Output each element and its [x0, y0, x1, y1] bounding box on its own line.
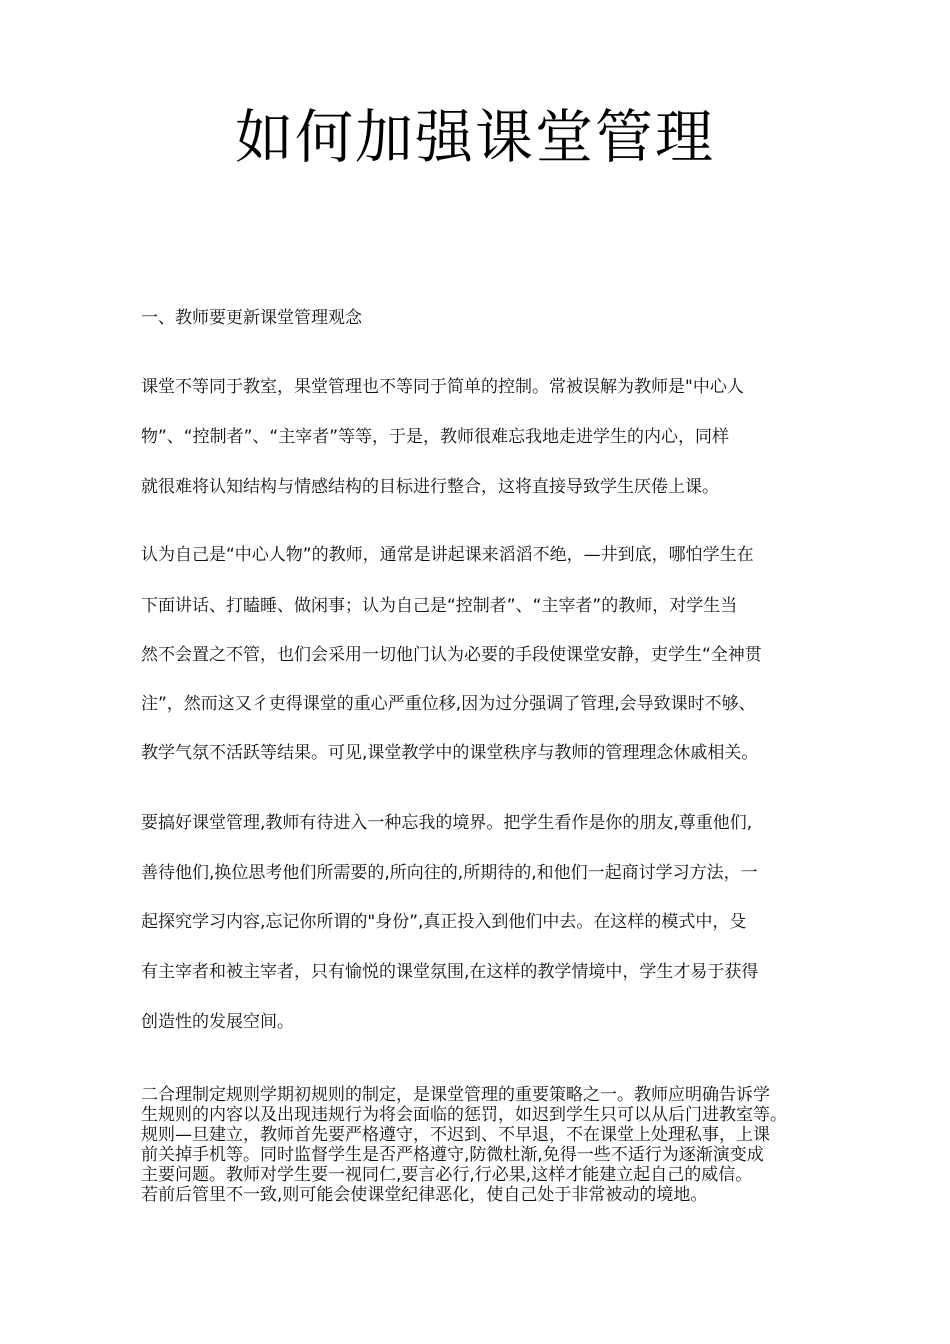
section-heading: 一、教师要更新课堂管理观念 [141, 308, 362, 328]
paragraph-line: 下面讲话、打瞌睡、做闲事；认为自己是“控制者”、“主宰者”的教师，对学生当 [141, 596, 738, 616]
paragraph-line: 善待他们,换位思考他们所需要的,所向往的,所期待的,和他们一起商讨学习方法，一 [141, 863, 758, 883]
paragraph-line: 课堂不等同于教室，果堂管理也不等同于简单的控制。常被误解为教师是"中心人 [141, 377, 744, 397]
paragraph-line: 生规则的内容以及出现违规行为将会面临的惩罚，如迟到学生只可以从后门进教室等。 [141, 1105, 787, 1125]
paragraph-line: 有主宰者和被主宰者，只有愉悦的课堂氛围,在这样的教学情境中，学生才易于获得 [141, 962, 759, 982]
paragraph-line: 物”、“控制者”、“主宰者”等等，于是，教师很难忘我地走进学生的内心，同样 [141, 427, 730, 447]
paragraph-line: 若前后管里不一致,则可能会使课堂纪律恶化，使自己处于非常被动的境地。 [141, 1185, 708, 1205]
paragraph-line: 要搞好课堂管理,教师有待进入一种忘我的境界。把学生看作是你的朋友,尊重他们, [141, 813, 753, 833]
paragraph-line: 前关掉手机等。同时监督学生是否严格遵守,防微杜渐,免得一些不适行为逐渐演变成 [141, 1145, 764, 1165]
paragraph-line: 认为自己是“中心人物”的教师，通常是讲起课来滔滔不绝，—井到底，哪怕学生在 [141, 545, 754, 565]
paragraph-line: 创造性的发展空间。 [141, 1012, 294, 1032]
paragraph-line: 二合理制定规则学期初规则的制定，是课堂管理的重要策略之一。教师应明确告诉学 [141, 1085, 770, 1105]
section-two-block [141, 1085, 831, 1205]
paragraph-line: 起探究学习内容,忘记你所谓的"身份”,真正投入到他们中去。在这样的模式中，殳 [141, 912, 747, 932]
paragraph-line: 就很难将认知结构与情感结构的目标进行整合，这将直接导致学生厌倦上课。 [141, 477, 719, 497]
paragraph-line: 然不会置之不管，也们会采用一切他门认为必要的手段使课堂安静，吏学生“全神贯 [141, 645, 762, 665]
paragraph-line: 教学气氛不活跃等结果。可见,课堂教学中的课堂秩序与教师的管理理念休戚相关。 [141, 743, 759, 763]
paragraph-line: 主要问题。教师对学生要一视同仁,要言必行,行必果,这样才能建立起自己的威信。 [141, 1165, 753, 1185]
paragraph-line: 规则—旦建立，教师首先要严格遵守，不迟到、不早退，不在课堂上处理私事，上课 [141, 1125, 770, 1145]
paragraph-line: 注”，然而这又彳吏得课堂的重心严重位移,因为过分强调了管理,会导致课时不够、 [141, 694, 756, 714]
document-title: 如何加强课堂管理 [234, 103, 715, 171]
